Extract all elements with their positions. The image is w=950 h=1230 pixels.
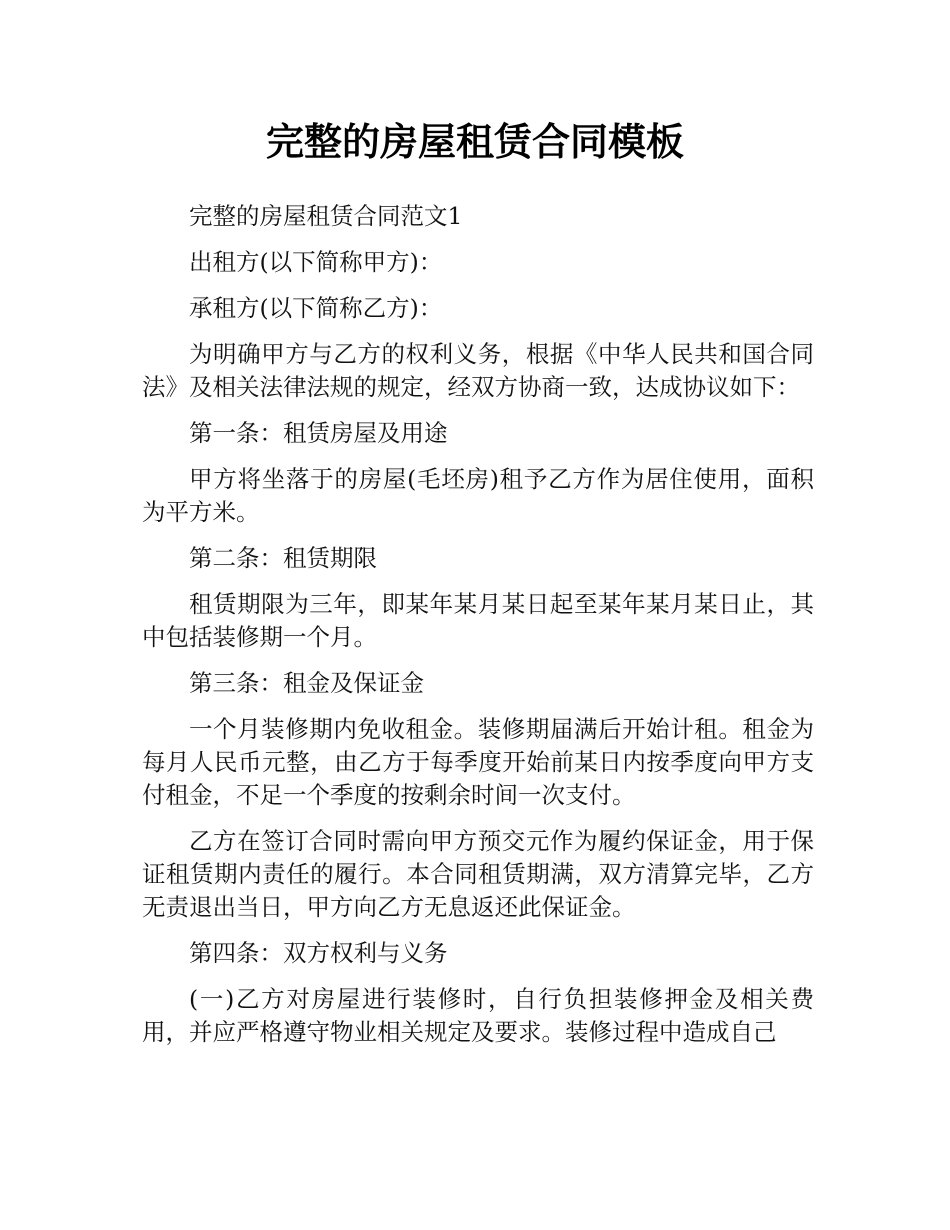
article-4-clause-1: (一)乙方对房屋进行装修时，自行负担装修押金及相关费用，并应严格遵守物业相关规定及要求。装修过程中造成自己 bbox=[142, 985, 814, 1046]
article-1-text: 甲方将坐落于的房屋(毛坯房)租予乙方作为居住使用，面积为平方米。 bbox=[142, 465, 814, 526]
article-3-heading: 第三条：租金及保证金 bbox=[189, 669, 424, 697]
paragraph-heading: 完整的房屋租赁合同范文1 bbox=[189, 202, 463, 230]
article-4-heading: 第四条：双方权利与义务 bbox=[189, 939, 448, 967]
document-title: 完整的房屋租赁合同模板 bbox=[265, 120, 684, 164]
article-3-text-rent: 一个月装修期内免收租金。装修期届满后开始计租。租金为每月人民币元整，由乙方于每季度开始前某日内按季度向甲方支付租金，不足一个季度的按剩余时间一次支付。 bbox=[142, 715, 814, 809]
article-2-heading: 第二条：租赁期限 bbox=[189, 544, 377, 572]
article-2-text: 租赁期限为三年，即某年某月某日起至某年某月某日止，其中包括装修期一个月。 bbox=[142, 590, 814, 651]
paragraph-preamble: 为明确甲方与乙方的权利义务，根据《中华人民共和国合同法》及相关法律法规的规定，经双方协商一致，达成协议如下： bbox=[142, 340, 814, 401]
article-3-text-deposit: 乙方在签订合同时需向甲方预交元作为履约保证金，用于保证租赁期内责任的履行。本合同租赁期满，双方清算完毕，乙方无责退出当日，甲方向乙方无息返还此保证金。 bbox=[142, 827, 814, 921]
document-body bbox=[142, 200, 814, 1062]
article-1-heading: 第一条：租赁房屋及用途 bbox=[189, 419, 448, 447]
paragraph-lessor: 出租方(以下简称甲方)： bbox=[189, 248, 443, 276]
paragraph-lessee: 承租方(以下简称乙方)： bbox=[189, 294, 443, 322]
